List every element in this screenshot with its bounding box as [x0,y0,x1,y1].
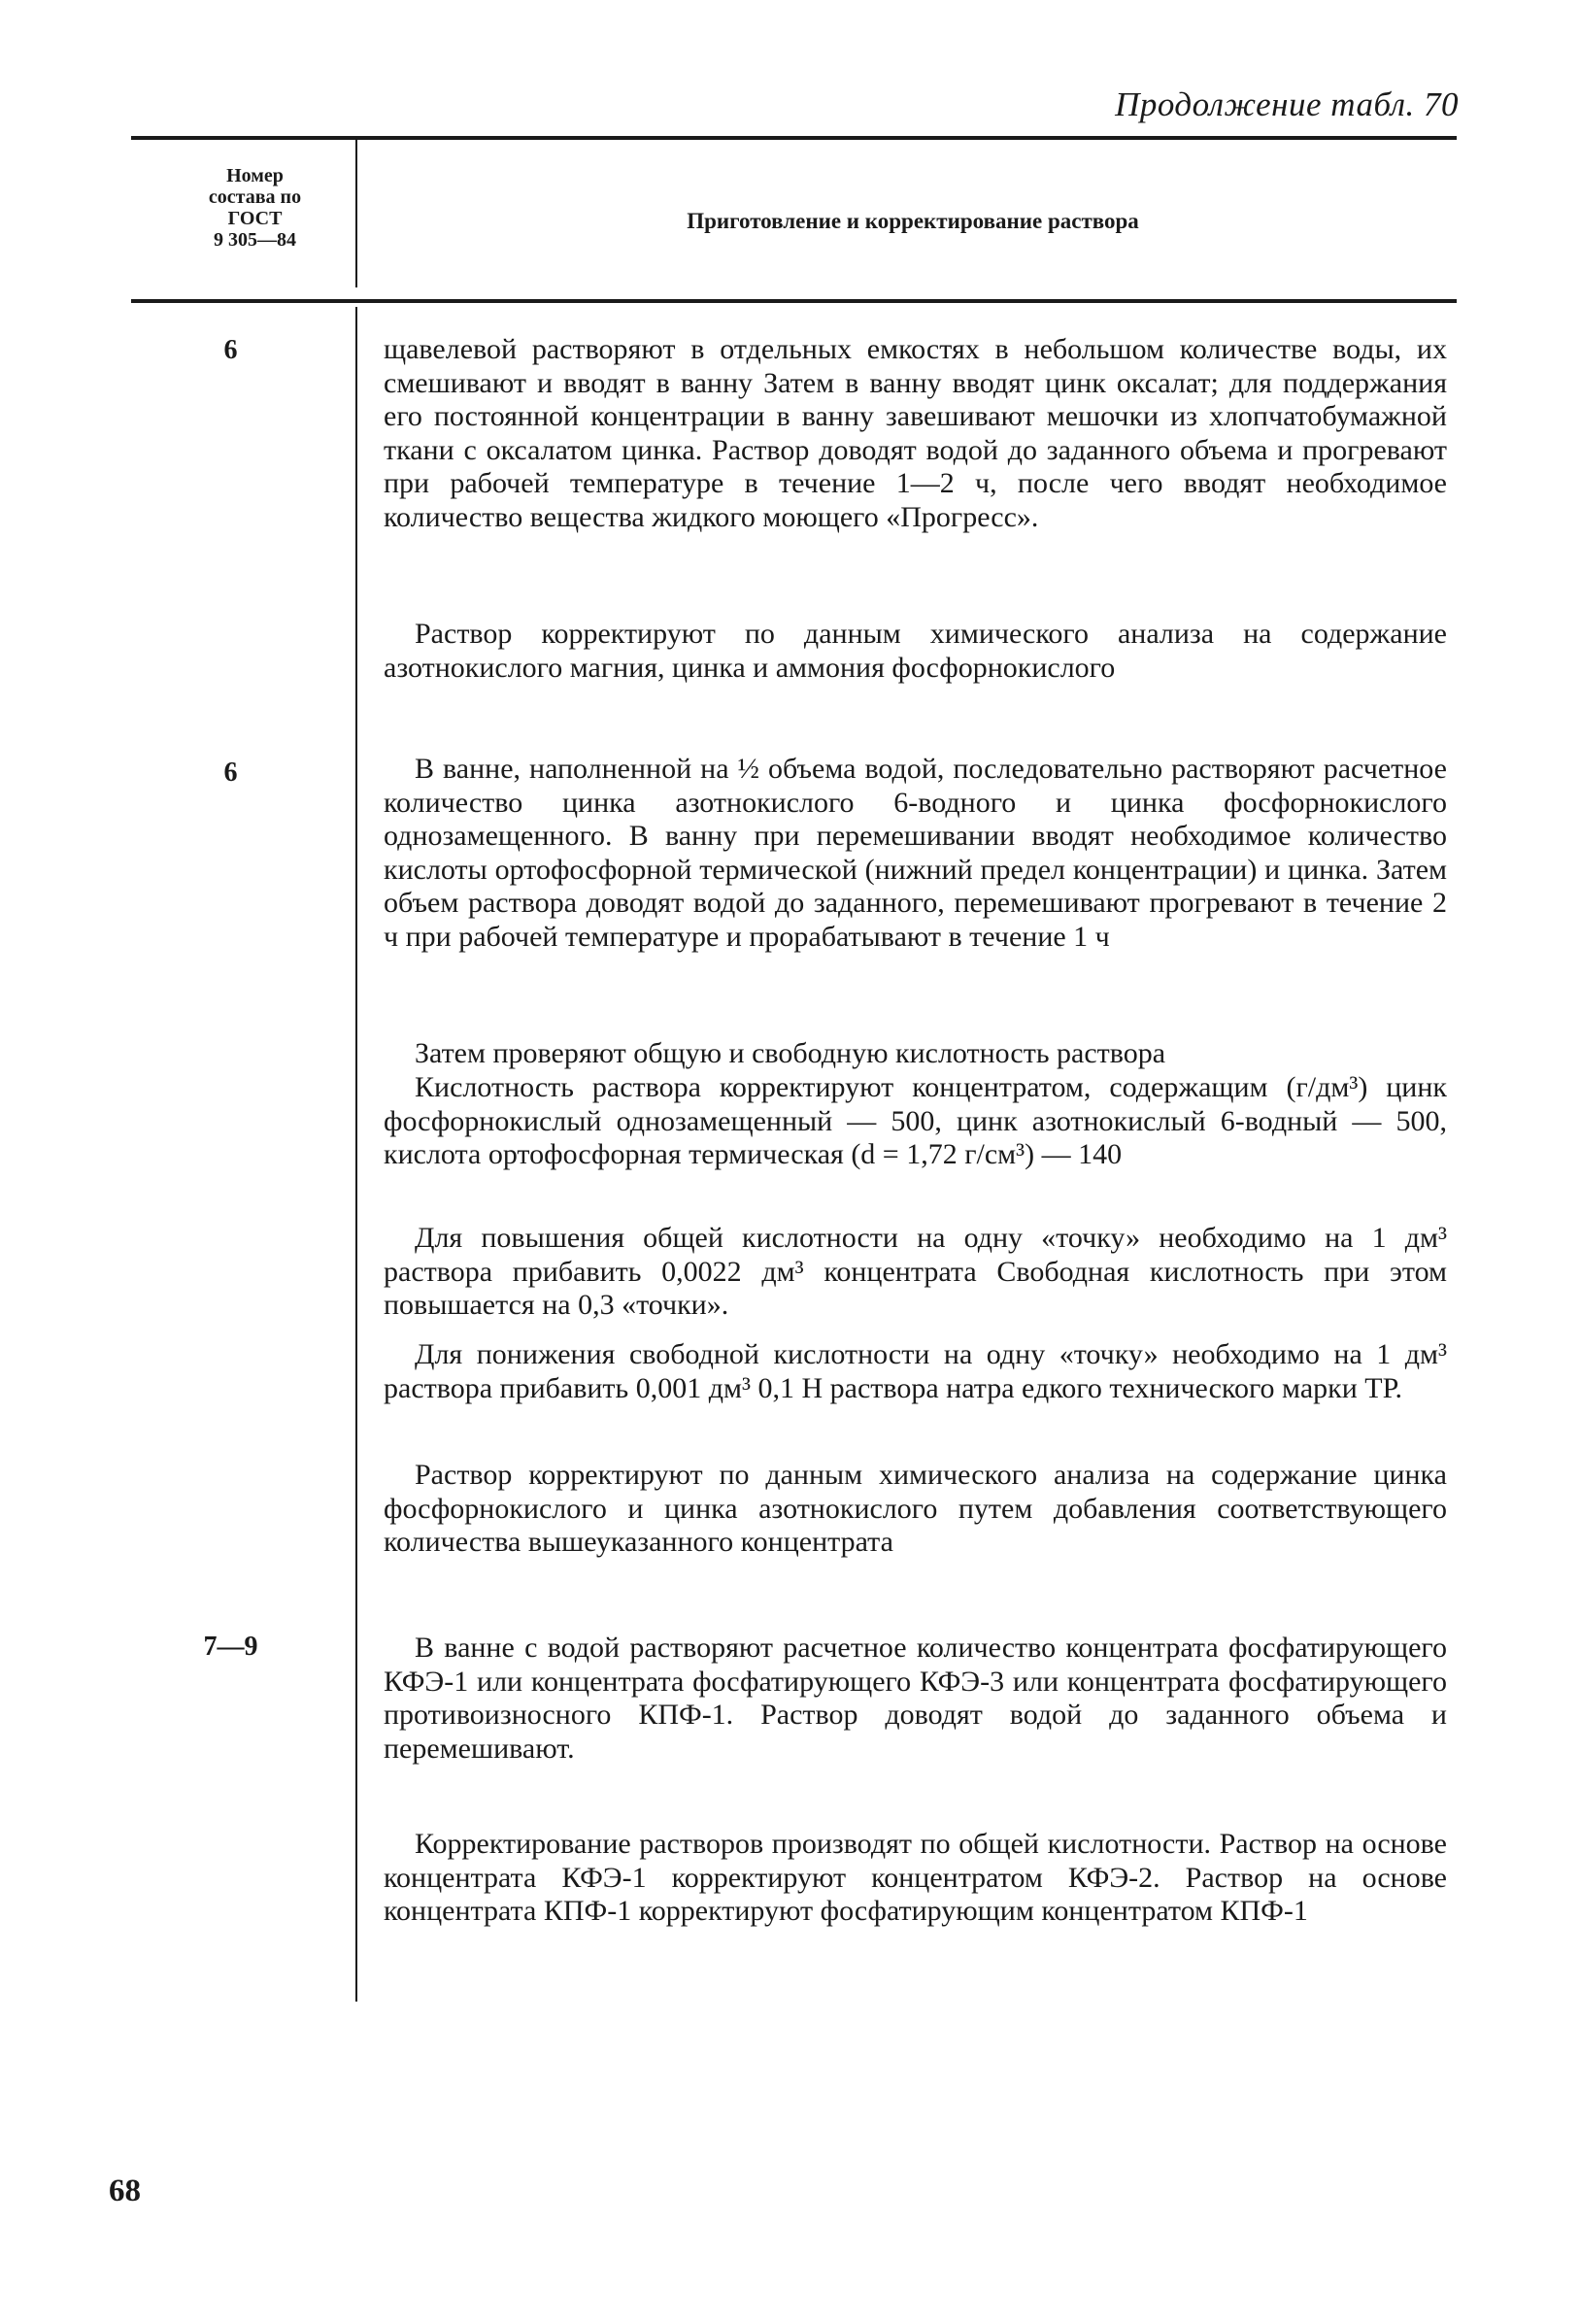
table-top-rule [131,136,1457,140]
column-header-number [180,165,330,251]
row-paragraph: В ванне, наполненной на ½ объема водой, последовательно растворяют расчетное количество цинка азотнокислого 6-водного и цинка фосфорнокислого однозамещенного. В ванну при перемешивании вводят необходимое количество кислоты ортофосфорной термической (нижний предел концентрации) и цинка. Затем объем раствора доводят водой до заданного, перемешивают прогревают в течение 2 ч при рабочей температуре и прорабатывают в течение 1 ч [384,753,1447,953]
row-paragraph: Для повышения общей кислотности на одну «точку» необходимо на 1 дм³ раствора прибавить 0,0022 дм³ концентрата Свободная кислотность при этом повышается на 0,3 «точки». [384,1222,1447,1321]
row-number: 6 [223,758,238,788]
column-header-preparation: Приготовление и корректирование раствора [687,209,1139,233]
row-paragraph: Для понижения свободной кислотности на одну «точку» необходимо на 1 дм³ раствора прибавить 0,001 дм³ 0,1 Н раствора натра едкого технического марки ТР. [384,1338,1447,1404]
row-paragraph: В ванне с водой растворяют расчетное количество концентрата фосфатирующего КФЭ-1 или концентрата фосфатирующего КФЭ-3 или концентрата фосфатирующего противоизносного КПФ-1. Раствор доводят водой до заданного объема и перемешивают. [384,1632,1447,1765]
column-header-number-line: состава по [208,186,302,208]
row-paragraph: Раствор корректируют по данным химического анализа на содержание цинка фосфорнокислого и цинка азотнокислого путем добавления соответствующего количества вышеуказанного концентрата [384,1459,1447,1558]
row-paragraph: Кислотность раствора корректируют концентратом, содержащим (г/дм³) цинк фосфорнокислый однозамещенный — 500, цинк азотнокислый 6-водный — 500, кислота ортофосфорная термическая (d = 1,72 г/см³) — 140 [384,1071,1447,1170]
row-paragraph: Раствор корректируют по данным химического анализа на содержание азотнокислого магния, цинка и аммония фосфорнокислого [384,618,1447,684]
header-bottom-rule [131,299,1457,303]
table-continuation-title: Продолжение табл. 70 [1115,85,1459,123]
body-column-divider [355,307,357,2002]
column-header-number-line: Номер [226,165,284,186]
row-paragraph: Затем проверяют общую и свободную кислотность раствора [415,1037,1166,1069]
page-number: 68 [109,2173,141,2208]
column-header-number-line: ГОСТ [227,208,283,229]
row-number: 7—9 [203,1632,258,1662]
row-paragraph: щавелевой растворяют в отдельных емкостях в небольшом количестве воды, их смешивают и вводят в ванну Затем в ванну вводят цинк оксалат; для поддержания его постоянной концентрации в ванну завешивают мешочки из хлопчатобумажной ткани с оксалатом цинка. Раствор доводят водой до заданного объема и прогревают при рабочей температуре в течение 1—2 ч, после чего вводят необходимое количество вещества жидкого моющего «Прогресс». [384,333,1447,533]
header-column-divider [355,140,357,287]
column-header-number-line: 9 305—84 [214,229,296,251]
row-paragraph: Корректирование растворов производят по общей кислотности. Раствор на основе концентрата КФЭ-1 корректируют концентратом КФЭ-2. Раствор на основе концентрата КПФ-1 корректируют фосфатирующим концентратом КПФ-1 [384,1828,1447,1927]
row-number: 6 [223,335,238,365]
